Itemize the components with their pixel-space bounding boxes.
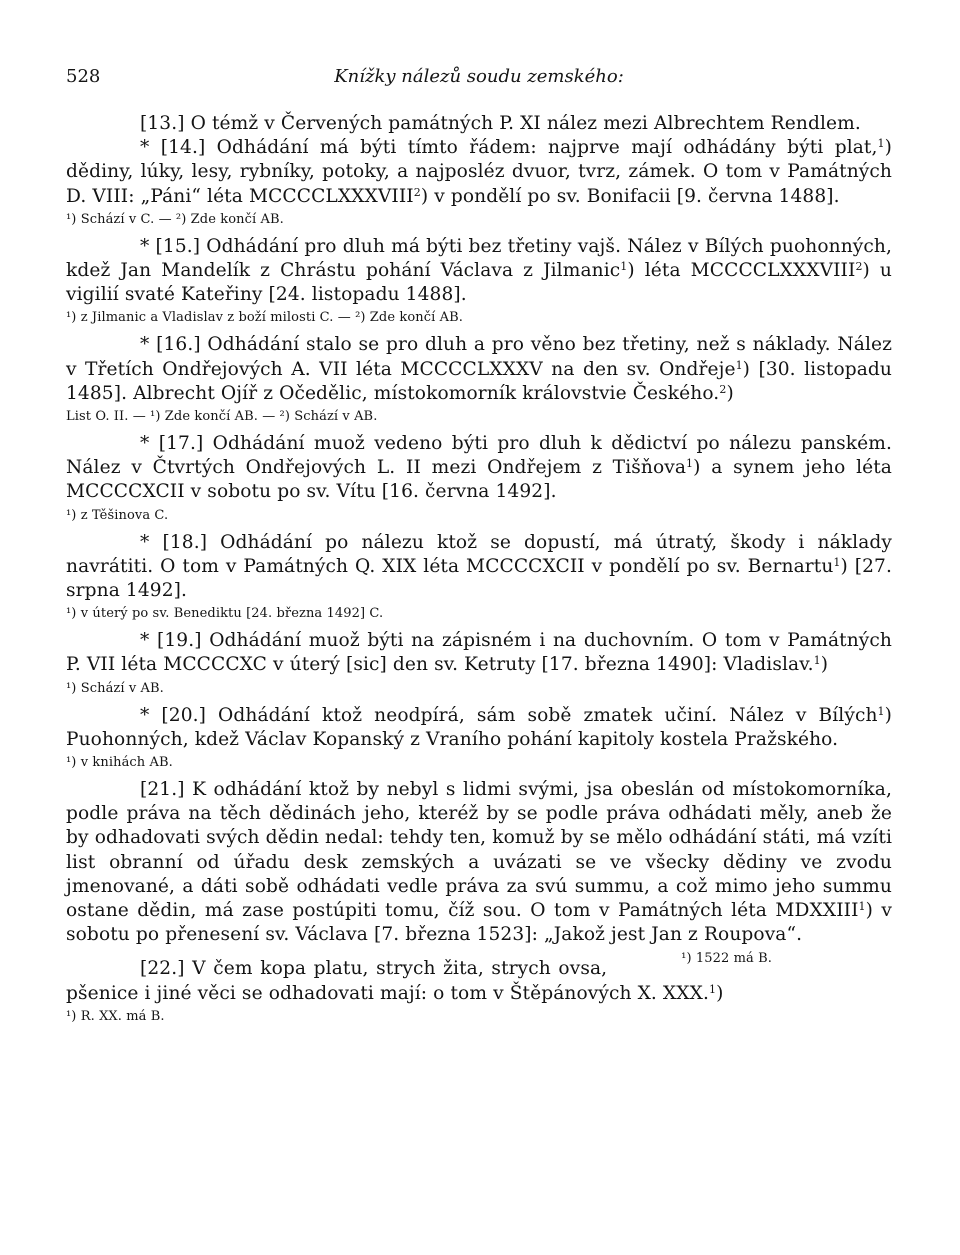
entry-17: * [17.] Odhádání muož vedeno býti pro dluh k dědictví po nálezu panském. Nález v Čtvrtých Ondřejových L. II mezi Ondřejem z Tišňova$^1$) a synem jeho léta MCCCCXCII v sobotu po sv. Vítu [16. června 1492]. <box>66 433 892 503</box>
footnote-18: ¹) v úterý po sv. Benediktu [24. března 1492] C. <box>66 606 384 622</box>
footnote-22: ¹) R. XX. má B. <box>66 1008 165 1024</box>
page-body <box>66 112 892 1032</box>
footnote-17: ¹) z Těšinova C. <box>66 507 169 523</box>
page-header <box>66 66 892 90</box>
entry-13: [13.] O témž v Červených památných P. XI nález mezi Albrechtem Rendlem. <box>140 113 861 134</box>
entry-18: * [18.] Odhádání po nálezu ktož se dopustí, má útratý, škody i náklady navrátiti. O tom v Památných Q. XIX léta MCCCCXCII v pondělí po sv. Bernartu$^1$) [27. srpna 1492]. <box>66 531 892 602</box>
running-title: Knížky nálezů soudu zemského: <box>334 66 624 87</box>
page-number: 528 <box>66 66 101 87</box>
footnote-14: ¹) Schází v C. — ²) Zde končí AB. <box>66 211 284 227</box>
entry-14: * [14.] Odhádání má býti tímto řádem: najprve mají odhádány býti plat,$^1$) dědiny, lúky, lesy, rybníky, potoky, a najposléz dvuor, tvrz, zámek. O tom v Památných D. VIII: „Páni“ léta MCCCCLXXXVIII$^2$) v pondělí po sv. Bonifacii [9. června 1488]. <box>66 137 892 207</box>
footnote-21: ¹) 1522 má B. <box>681 951 772 967</box>
entry-20: * [20.] Odhádání ktož neodpírá, sám sobě zmatek učiní. Nález v Bílých$^1$) Puohonných, kdež Václav Kopanský z Vraního pohání kapitoly kostela Pražského. <box>66 704 892 750</box>
footnote-15: ¹) z Jilmanic a Vladislav z boží milosti C. — ²) Zde končí AB. <box>66 310 463 326</box>
entry-22: [22.] V čem kopa platu, strych žita, strych ovsa, pšenice i jiné věci se odhadovati mají: o tom v Štěpánových X. XXX.$^1$) <box>66 958 724 1004</box>
entry-16: * [16.] Odhádání stalo se pro dluh a pro věno bez třetiny, než s náklady. Nález v Třetích Ondřejových A. VII léta MCCCCLXXXV na den sv. Ondřeje$^1$) [30. listopadu 1485]. Albrecht Ojíř z Očedělic, místokomorník královstvie Českého.$^2$) <box>66 334 893 404</box>
footnote-19: ¹) Schází v AB. <box>66 680 164 696</box>
entry-21: [21.] K odhádání ktož by nebyl s lidmi svými, jsa obeslán od místokomorníka, podle práva na těch dědinách jeho, kteréž by se podle práva odhádati měly, aneb že by odhadovati svých dědin nedal: tehdy ten, komuž by se mělo odhádání státi, má vzíti list obranní od úřadu desk zemských a uvázati se ve všecky dědiny ve zvodu jmenované, a dáti sobě odhádati vedle práva za svú summu, a což mimo jeho summu ostane dědin, má zase postúpiti tomu, číž sou. O tom v Památných léta MDXXIII$^1$) v sobotu po přenesení sv. Václava [7. března 1523]: „Jakož jest Jan z Roupova“. ¹) 1522 má B. <box>66 778 892 947</box>
entry-19: * [19.] Odhádání muož býti na zápisném i na duchovním. O tom v Památných P. VII léta MCCCCXC v úterý [sic] den sv. Ketruty [17. března 1490]: Vladislav.$^1$) <box>66 630 892 676</box>
footnote-20: ¹) v knihách AB. <box>66 755 173 771</box>
footnote-16: List O. II. — ¹) Zde končí AB. — ²) Schází v AB. <box>66 409 378 425</box>
entry-15: * [15.] Odhádání pro dluh má býti bez třetiny vajš. Nález v Bílých puohonných, kdež Jan Mandelík z Chrástu pohání Václava z Jilmanic$^1$) léta MCCCCLXXXVIII$^2$) u vigilií svaté Kateřiny [24. listopadu 1488]. <box>66 235 892 306</box>
